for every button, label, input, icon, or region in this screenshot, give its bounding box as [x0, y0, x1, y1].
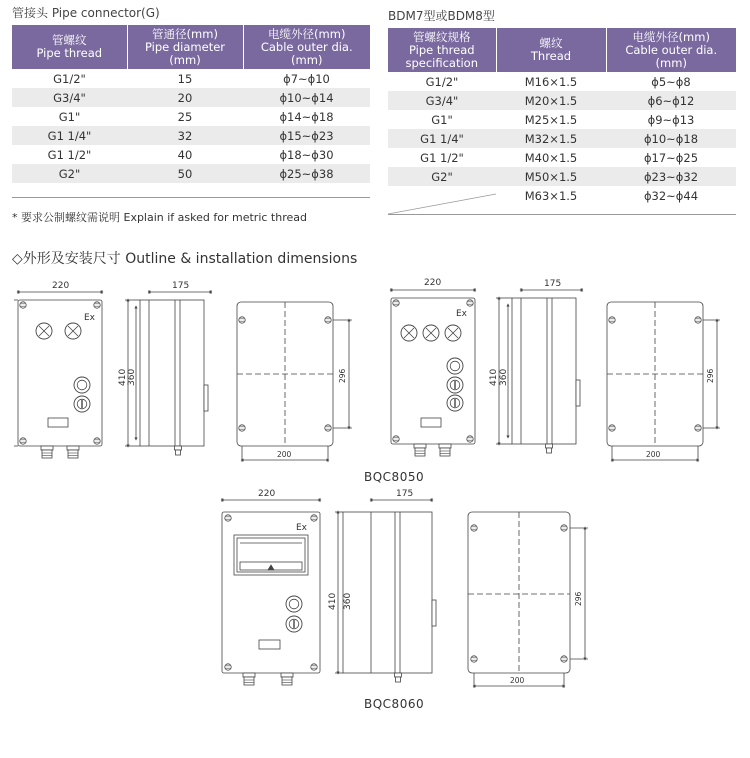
table-cell: G1 1/4": [388, 129, 496, 148]
column-header-line: 管螺纹: [52, 33, 87, 47]
table-cell: 25: [177, 109, 193, 124]
column-header-line: Pipe thread: [408, 42, 475, 57]
outline-section-title: ◇外形及安装尺寸 Outline & installation dimensions: [12, 251, 358, 267]
table-cell: ϕ14~ϕ18: [279, 109, 334, 124]
dim-width-label: 220: [424, 278, 442, 288]
dim-height-outer-label: 410: [118, 368, 128, 386]
dim-height-outer-label: 410: [328, 592, 338, 610]
column-header-line: Pipe thread: [36, 46, 103, 60]
table-cell: G3/4": [12, 88, 127, 107]
dim-width-label: 220: [258, 489, 276, 499]
dim-depth-label: 175: [172, 281, 190, 291]
table-cell: 15: [177, 71, 193, 86]
column-header-line: specification: [405, 55, 479, 70]
dim-mount-height-label: 296: [574, 591, 583, 606]
table-cell: G1 1/2": [420, 150, 464, 165]
table-cell: G1/2": [425, 74, 459, 89]
column-header-line: 管通径(mm): [152, 26, 218, 41]
dim-mount-height-label: 296: [706, 368, 715, 383]
table-cell: M25×1.5: [524, 112, 578, 127]
table-cell: M16×1.5: [524, 74, 578, 89]
column-header-line: (mm): [291, 52, 323, 67]
ex-mark: Ex: [456, 309, 468, 319]
table-cell: ϕ25~ϕ38: [243, 164, 370, 183]
table-cell: M20×1.5: [496, 91, 606, 110]
table-cell: ϕ5~ϕ8: [651, 74, 691, 89]
column-header-line: 管螺纹规格: [413, 29, 471, 44]
table-cell: ϕ15~ϕ23: [243, 126, 370, 145]
bqc8050-a-back-view: [237, 302, 352, 462]
table-cell: ϕ9~ϕ13: [647, 112, 695, 127]
table-cell: 20: [127, 88, 243, 107]
ex-mark: Ex: [84, 313, 96, 323]
dim-height-outer-label: 410: [489, 368, 499, 386]
dim-height-inner-label: 360: [499, 368, 509, 386]
bdm-title: BDM7型或BDM8型: [388, 9, 495, 23]
table-cell: G1 1/4": [12, 126, 127, 145]
column-header-line: Cable outer dia.: [625, 42, 718, 57]
table-cell: M63×1.5: [524, 188, 578, 203]
dim-mount-width-label: 200: [510, 676, 525, 685]
bqc8050-b-back-view: [607, 302, 720, 462]
table-cell: G3/4": [388, 91, 496, 110]
column-header-line: Cable outer dia.: [260, 39, 353, 54]
dim-mount-width-label: 200: [646, 450, 661, 459]
ex-mark: Ex: [296, 523, 308, 533]
dim-mount-width-label: 200: [277, 450, 292, 459]
table-cell: ϕ10~ϕ18: [606, 129, 736, 148]
table-cell: ϕ10~ϕ14: [243, 88, 370, 107]
dim-mount-height-label: 296: [338, 368, 347, 383]
model-label-bqc8060: BQC8060: [364, 697, 425, 711]
table-cell: G1/2": [53, 71, 86, 86]
column-header-line: Thread: [530, 49, 572, 63]
dim-width-label: 220: [52, 281, 70, 291]
table-cell: M40×1.5: [524, 150, 578, 165]
dim-depth-label: 175: [544, 279, 562, 289]
column-header-line: (mm): [655, 55, 687, 70]
dim-height-inner-label: 360: [343, 592, 353, 610]
table-cell: M50×1.5: [496, 167, 606, 186]
table-cell: G1": [58, 109, 81, 124]
model-label-bqc8050: BQC8050: [364, 470, 425, 484]
metric-thread-note: * 要求公制螺纹需说明 Explain if asked for metric thread: [12, 211, 307, 224]
dim-depth-label: 175: [396, 489, 414, 499]
table-cell: 40: [177, 147, 193, 162]
table-cell: G2": [12, 164, 127, 183]
bqc8060-back-view: [468, 512, 588, 688]
column-header-line: (mm): [169, 52, 201, 67]
table-cell: ϕ7~ϕ10: [283, 71, 330, 86]
table-cell: ϕ23~ϕ32: [606, 167, 736, 186]
table-cell: ϕ6~ϕ12: [606, 91, 736, 110]
table-cell: M32×1.5: [496, 129, 606, 148]
table-cell: ϕ32~ϕ44: [643, 188, 699, 203]
column-header-line: Pipe diameter: [144, 39, 226, 54]
table-cell: G1 1/2": [47, 147, 92, 162]
column-header-line: 电缆外径(mm): [268, 26, 346, 41]
pipe-connector-title: 管接头 Pipe connector(G): [12, 6, 160, 20]
column-header-line: 螺纹: [539, 36, 563, 50]
table-cell: 50: [127, 164, 243, 183]
bqc8050-a-side-view: [125, 290, 211, 455]
table-cell: G2": [388, 167, 496, 186]
column-header-line: 电缆外径(mm): [632, 29, 710, 44]
dim-height-inner-label: 360: [127, 368, 137, 386]
table-cell: ϕ17~ϕ25: [643, 150, 699, 165]
table-cell: G1": [431, 112, 453, 127]
bqc8060-side-view: [335, 498, 436, 682]
table-cell: ϕ18~ϕ30: [279, 147, 334, 162]
table-cell: 32: [127, 126, 243, 145]
